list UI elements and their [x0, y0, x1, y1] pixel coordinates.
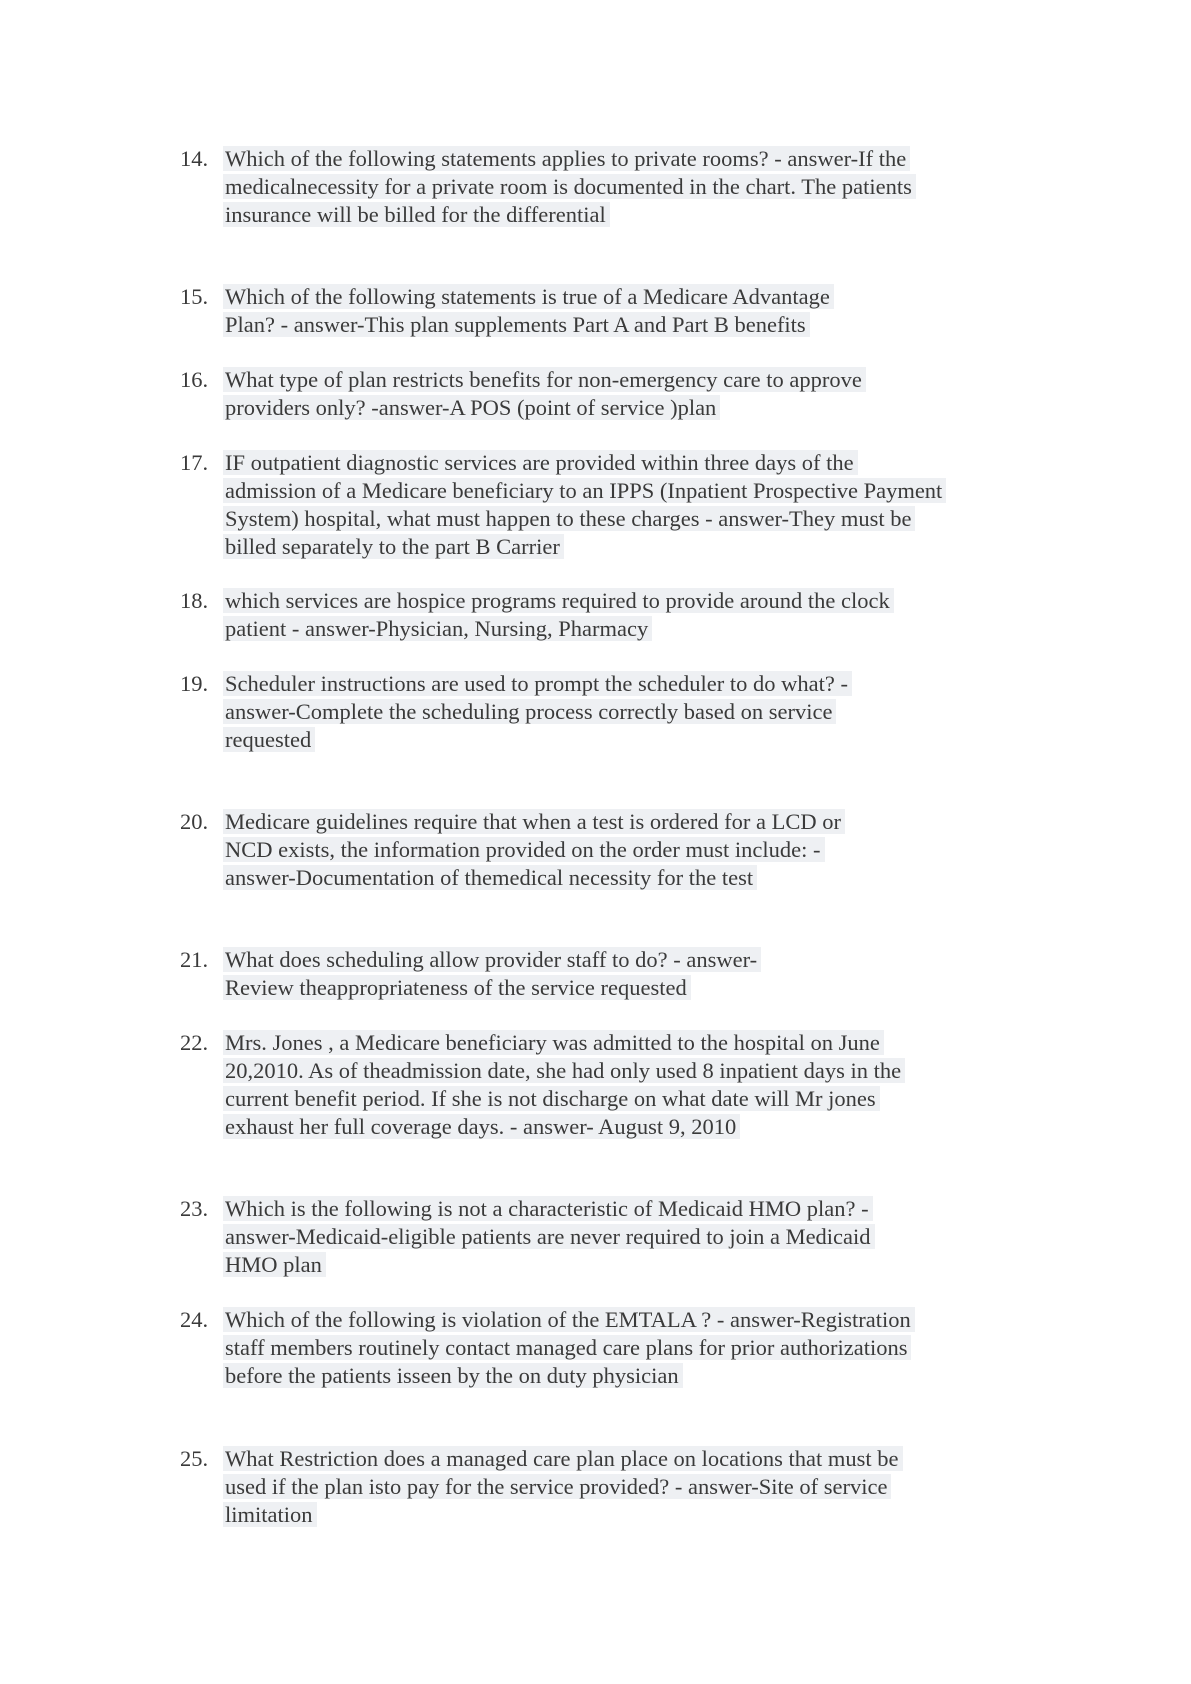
item-text-line: What Restriction does a managed care plan place on locations that must be	[223, 1446, 903, 1471]
item-text-line: exhaust her full coverage days. - answer- August 9, 2010	[223, 1114, 740, 1139]
item-text-line: staff members routinely contact managed care plans for prior authorizations	[223, 1335, 911, 1360]
item-number: 23.	[180, 1196, 209, 1221]
item-text-line: Mrs. Jones , a Medicare beneficiary was admitted to the hospital on June	[223, 1030, 884, 1055]
item-number: 24.	[180, 1307, 209, 1332]
item-number: 25.	[180, 1446, 209, 1471]
item-text-line: which services are hospice programs required to provide around the clock	[223, 588, 894, 613]
item-text-line: patient - answer-Physician, Nursing, Pharmacy	[223, 616, 652, 641]
item-text-line: answer-Documentation of themedical necessity for the test	[223, 865, 757, 890]
item-text-line: Medicare guidelines require that when a test is ordered for a LCD or	[223, 809, 845, 834]
item-text-line: requested	[223, 727, 315, 752]
item-text-line: billed separately to the part B Carrier	[223, 534, 564, 559]
item-text-line: Which of the following statements applies to private rooms? - answer-If the	[223, 146, 910, 171]
item-text-line: admission of a Medicare beneficiary to an IPPS (Inpatient Prospective Payment	[223, 478, 946, 503]
item-text-line: Scheduler instructions are used to prompt the scheduler to do what? -	[223, 671, 852, 696]
item-text-line: Which of the following is violation of the EMTALA ? - answer-Registration	[223, 1307, 915, 1332]
item-text-line: 20,2010. As of theadmission date, she had only used 8 inpatient days in the	[223, 1058, 905, 1083]
item-text-line: answer-Medicaid-eligible patients are never required to join a Medicaid	[223, 1224, 875, 1249]
item-text-line: Which is the following is not a characteristic of Medicaid HMO plan? -	[223, 1196, 873, 1221]
item-text-line: What does scheduling allow provider staff to do? - answer-	[223, 947, 761, 972]
item-number: 18.	[180, 588, 209, 613]
item-text-line: medicalnecessity for a private room is documented in the chart. The patients	[223, 174, 916, 199]
item-number: 15.	[180, 284, 209, 309]
item-text-line: Plan? - answer-This plan supplements Part A and Part B benefits	[223, 312, 810, 337]
item-number: 22.	[180, 1030, 209, 1055]
item-text-line: insurance will be billed for the differential	[223, 202, 610, 227]
item-text-line: Review theappropriateness of the service requested	[223, 975, 691, 1000]
item-number: 17.	[180, 450, 209, 475]
item-text-line: answer-Complete the scheduling process correctly based on service	[223, 699, 836, 724]
item-text-line: providers only? -answer-A POS (point of service )plan	[223, 395, 720, 420]
item-number: 19.	[180, 671, 209, 696]
item-text-line: used if the plan isto pay for the service provided? - answer-Site of service	[223, 1474, 891, 1499]
item-text-line: System) hospital, what must happen to these charges - answer-They must be	[223, 506, 915, 531]
item-text-line: NCD exists, the information provided on the order must include: -	[223, 837, 825, 862]
item-number: 14.	[180, 146, 209, 171]
item-number: 16.	[180, 367, 209, 392]
item-text-line: HMO plan	[223, 1252, 326, 1277]
item-text-line: before the patients isseen by the on duty physician	[223, 1363, 683, 1388]
item-text-line: IF outpatient diagnostic services are provided within three days of the	[223, 450, 858, 475]
item-text-line: Which of the following statements is true of a Medicare Advantage	[223, 284, 834, 309]
item-number: 21.	[180, 947, 209, 972]
item-text-line: current benefit period. If she is not discharge on what date will Mr jones	[223, 1086, 880, 1111]
item-text-line: What type of plan restricts benefits for non-emergency care to approve	[223, 367, 866, 392]
item-text-line: limitation	[223, 1502, 317, 1527]
item-number: 20.	[180, 809, 209, 834]
